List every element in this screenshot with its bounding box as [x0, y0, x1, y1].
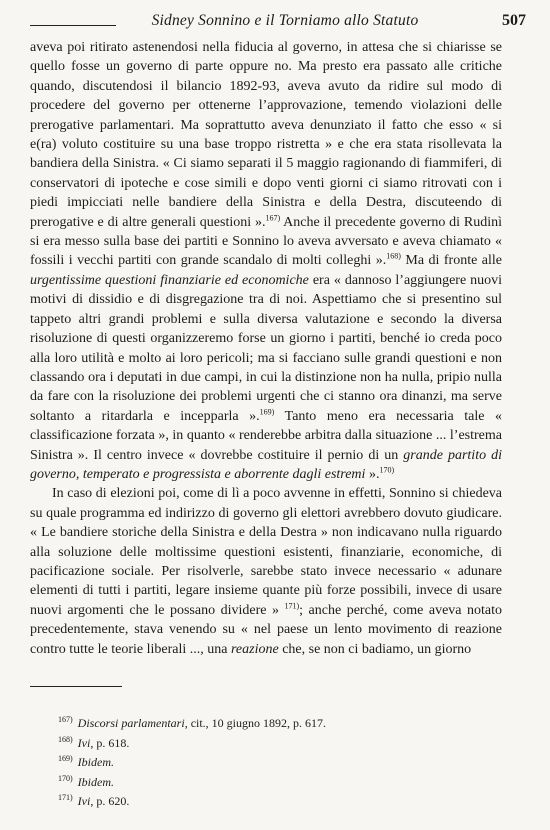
footnote-number: 169) [58, 754, 73, 763]
footnote-reference: 169) [259, 407, 275, 417]
italic-text: grande partito di governo, temperato e progressista e aborrente dagli estremi [30, 447, 503, 482]
footnote-reference: 171) [284, 601, 300, 611]
footnote-reference: 168) [386, 251, 401, 261]
footnote-number: 171) [58, 793, 73, 802]
page-number: 507 [502, 12, 526, 29]
footnote-citation: , p. 620. [90, 794, 130, 808]
text-run: Tanto meno era necessaria tale « classificazione forzata », in quanto « renderebbe arbitra dalla situazione ... l’estrema Sinistra ». Il centro invece « dovrebbe costituire il pernio di un [30, 408, 502, 463]
footnote-citation: , p. 618. [90, 735, 130, 750]
header-rule [30, 25, 116, 26]
italic-text: reazione [230, 641, 279, 657]
footnote-reference: 167) [265, 213, 281, 222]
footnote-number: 167) [58, 715, 73, 724]
paragraph [30, 484, 502, 659]
body-text [30, 38, 502, 659]
footnote-citation: , cit., 10 giugno 1892, p. 617. [184, 716, 327, 730]
running-header [30, 12, 526, 34]
text-run: era « dannoso l’aggiungere nuovi motivi di dissidio e di disgregazione tra di noi. Aspettiamo che si presentino sul tappeto altri grandi problemi e sulla diversa valutazione e secondo la diversa risoluzione di questi organizzeremo forse un giorno i partiti, benché io creda poco alla loro utilità e molto ai loro pericoli; ma si facciano sulle grandi questioni e non classando ora i deputati in due campi, in cui la distinzione non ha nulla, pripio nulla da fare con la risoluzione dei problemi urgenti che ci stanno ora dinanzi, ma serve soltanto a ritardarla e incepparla ». [30, 272, 502, 424]
italic-text: urgentissime questioni finanziarie ed economiche [30, 272, 309, 288]
footnote-source: Ibidem. [77, 774, 114, 789]
footnote-source: Ivi [77, 735, 91, 750]
running-title: Sidney Sonnino e il Torniamo allo Statuto [151, 12, 419, 29]
footnote-rule [30, 686, 122, 687]
footnote-reference: 170) [379, 465, 395, 475]
footnote [58, 773, 498, 793]
text-run: che, se non ci badiamo, un giorno [278, 641, 472, 657]
footnote [58, 792, 498, 812]
paragraph [30, 38, 502, 484]
text-run: Anche il precedente governo di Rudinì si era messo sulla base dei partiti e Sonnino lo aveva avversato e aveva chiamato « fossili i vecchi partiti con grande scandalo di molti colleghi ». [30, 214, 502, 269]
footnote-number: 170) [58, 773, 73, 783]
footnote [58, 753, 498, 773]
text-run: aveva poi ritirato astenendosi nella fiducia al governo, in attesa che si chiarisse se quello fosse un governo di parte oppure no. Ma presto era passato alle critiche quando, discutendosi il bilancio 1892-93, aveva avuto da ridire sul modo di procedere del governo per ottenerne l’approvazione, temendo violazioni delle prerogative parlamentari. Ma soprattutto aveva denunziato il fatto che esso « si e(ra) voluto costituire su una base troppo ristretta » e che era stata risollevata la bandiera della Sinistra. « Ci siamo separati il 5 maggio ragionando di fiammiferi, di conservatori di ipoteche e cose simili e dopo venti giorni ci siamo ritrovati con i piedi impicciati nelle bandiere della Sinistra e della Destra, discuteendo di prerogative e di altre generali questioni ». [30, 40, 502, 230]
text-run: ; anche perché, come aveva notato precedentemente, stava venendo su « nel paese un lento movimento di reazione contro tutte le teorie liberali ..., una [30, 602, 502, 657]
footnote-source: Ivi [77, 794, 91, 808]
footnote-source: Ibidem. [77, 755, 114, 769]
text-run: In caso di elezioni poi, come di lì a poco avvenne in effetti, Sonnino si chiedeva su quale programma ed indirizzo di governo gli elettori avrebbero dovuto giudicare. « Le bandiere storiche della Sinistra e della Destra » non indicavano nulla riguardo alla soluzione delle moltissime questioni esistenti, finanziarie, economiche, di pacificazione sociale. Per risolverle, sarebbe stato invece necessario « adunare elementi di tutti i partiti, legare insieme quante più forze possibili, invece di usare nuovi argomenti che le possano dividere » [30, 486, 502, 618]
text-run: ». [365, 466, 380, 482]
footnotes [58, 714, 498, 812]
text-run: Ma di fronte alle [400, 253, 502, 269]
footnote [58, 734, 498, 754]
footnote-source: Discorsi parlamentari [77, 716, 185, 730]
footnote [58, 714, 498, 734]
footnote-number: 168) [58, 734, 73, 744]
